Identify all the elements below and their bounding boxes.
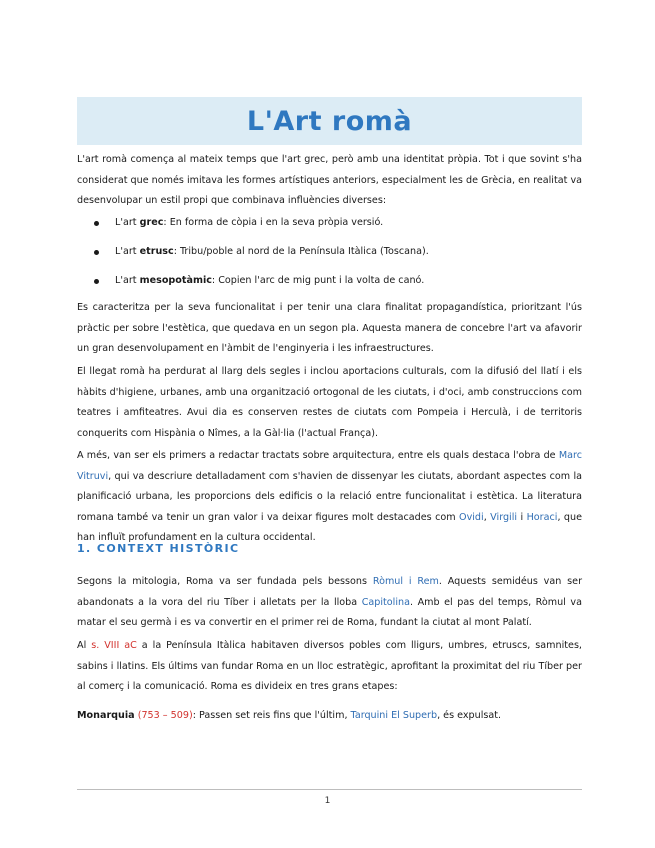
text-run: , és expulsat. bbox=[437, 710, 502, 721]
item-text: : Tribu/poble al nord de la Península Itàlica (Toscana). bbox=[173, 246, 429, 257]
list-item bbox=[77, 271, 582, 300]
mythology-paragraph bbox=[77, 572, 582, 634]
bullet-icon bbox=[94, 279, 99, 284]
text-run: Segons la mitologia, Roma va ser fundada pels bessons bbox=[77, 576, 373, 587]
influences-list bbox=[77, 213, 582, 300]
link-marc-vitruvi[interactable]: Marc Vitruvi bbox=[77, 450, 582, 482]
bullet-icon bbox=[94, 250, 99, 255]
text-run: , que han influït profundament en la cultura occidental. bbox=[77, 511, 583, 543]
intro-paragraph: L'art romà comença al mateix temps que l'art grec, però amb una identitat pròpia. Tot i que sovint s'ha considerat que només imitava les formes artístiques anteriors, especialment les de Grècia, en realitat va desenvolupar un estil propi que combinava influències diverses: bbox=[77, 154, 582, 206]
title-banner bbox=[77, 97, 582, 145]
item-prefix: L'art bbox=[115, 217, 140, 228]
text-run: . Aquests semidéus van ser abandonats a la vora del riu Tíber i alletats per la lloba bbox=[77, 576, 583, 608]
link-romul-rem[interactable]: Ròmul i Rem bbox=[372, 576, 439, 587]
treatises-paragraph bbox=[77, 446, 582, 549]
functionality-paragraph: Es caracteritza per la seva funcionalitat i per tenir una clara finalitat propagandística, prioritzant l'ús pràctic per sobre l'estètica, que quedava en un segon pla. Aquesta manera de concebre l'art va afavorir un gran desenvolupament en l'àmbit de l'enginyeria i les infraestructures. bbox=[77, 302, 582, 354]
text-run: i bbox=[517, 511, 527, 523]
text-run: . Amb el pas del temps, Ròmul va matar el seu germà i es va convertir en el primer rei de Roma, fundant la ciutat al mont Palatí. bbox=[77, 596, 582, 628]
list-item bbox=[77, 213, 582, 242]
item-prefix: L'art bbox=[115, 246, 140, 257]
text-run: , qui va descriure detalladament com s'havien de dissenyar les ciutats, abordant aspectes com la planificació urbana, les proporcions dels edificis o la relació entre funcionalitat i estètica. La literatura romana també va tenir un gran valor i va deixar figures molt destacades com bbox=[77, 470, 582, 523]
item-text: : Copien l'arc de mig punt i la volta de canó. bbox=[211, 275, 425, 286]
section-heading: 1. CONTEXT HISTÒRIC bbox=[77, 542, 240, 555]
link-ovidi[interactable]: Ovidi bbox=[459, 511, 484, 523]
footer-divider bbox=[77, 789, 582, 790]
link-virgili[interactable]: Virgili bbox=[490, 511, 518, 523]
page-number: 1 bbox=[324, 796, 331, 806]
century-highlight: s. VIII aC bbox=[91, 640, 137, 651]
link-horaci[interactable]: Horaci bbox=[526, 511, 558, 523]
link-tarquini[interactable]: Tarquini El Superb bbox=[350, 710, 438, 721]
period-label: Monarquia bbox=[77, 710, 135, 721]
text-run: : Passen set reis fins que l'últim, bbox=[192, 710, 351, 721]
text-run: A més, van ser els primers a redactar tractats sobre arquitectura, entre els quals destaca l'obra de bbox=[77, 450, 559, 461]
item-text: : En forma de còpia i en la seva pròpia versió. bbox=[163, 217, 384, 228]
bullet-icon bbox=[94, 221, 99, 226]
monarchy-paragraph bbox=[77, 706, 582, 727]
list-item bbox=[77, 242, 582, 271]
item-prefix: L'art bbox=[115, 275, 140, 286]
page-title: L'Art romà bbox=[246, 105, 413, 137]
text-run: , bbox=[483, 511, 491, 523]
item-keyword: etrusc bbox=[139, 246, 174, 257]
text-run: Al bbox=[77, 640, 92, 651]
period-dates: (753 – 509) bbox=[137, 710, 193, 721]
item-keyword: grec bbox=[139, 217, 164, 228]
legacy-paragraph: El llegat romà ha perdurat al llarg dels segles i inclou aportacions culturals, com la difusió del llatí i els hàbits d'higiene, urbanes, amb una organització ortogonal de les ciutats, i d'oci, amb construccions com teatres i amfiteatres. Avui dia es conserven restes de ciutats com Pompeia i Herculà, i de territoris conquerits com Hispània o Nîmes, a la Gàl·lia (l'actual França). bbox=[77, 366, 582, 439]
text-run: a la Península Itàlica habitaven diversos pobles com lligurs, umbres, etruscs, samnites, sabins i llatins. Els últims van fundar Roma en un lloc estratègic, aprofitant la proximitat del riu Tíber per al comerç i la comunicació. Roma es divideix en tres grans etapes: bbox=[77, 640, 582, 692]
item-keyword: mesopotàmic bbox=[139, 275, 212, 286]
link-capitolina[interactable]: Capitolina bbox=[361, 596, 410, 608]
peoples-paragraph bbox=[77, 636, 582, 698]
